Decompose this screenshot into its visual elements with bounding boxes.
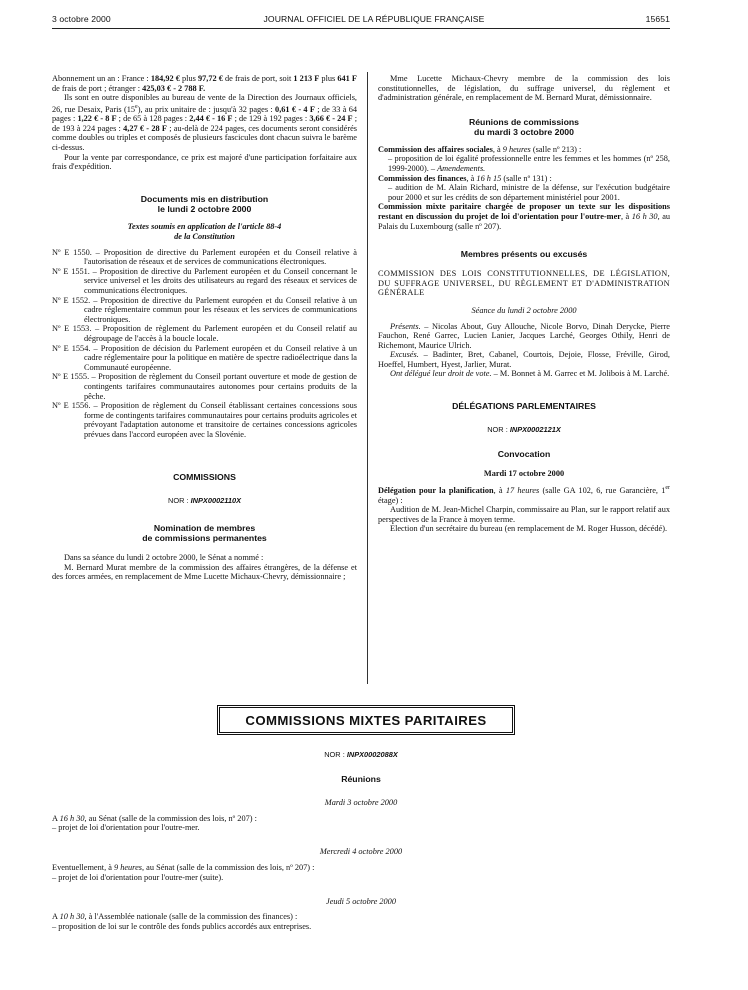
list-item: Nº E 1552. – Proposition de directive du Parlement européen et du Conseil relative à un cadre réglementaire commun pour les réseaux et les services de communications électroniques. (52, 295, 357, 324)
meeting-entry: A 16 h 30, au Sénat (salle de la commission des lois, nº 207) : (52, 813, 257, 823)
excuses-list: Excusés. – Badinter, Bret, Cabanel, Courtois, Dejoie, Flosse, Fréville, Girod, Hoeffel, Humbert, Hyest, Jarlier, Murat. (378, 350, 670, 369)
convocation-date: Mardi 17 octobre 2000 (483, 468, 565, 478)
documents-heading: Documents mis en distribution le lundi 2 octobre 2000 (140, 193, 269, 214)
list-item: Nº E 1551. – Proposition de directive du Parlement européen et du Conseil concernant le service universel et les droits des utilisateurs au regard des réseaux et services de communications électroniques. (52, 266, 358, 296)
list-item: Nº E 1550. – Proposition de directive du Parlement européen et du Conseil relative à l'autorisation de réseaux et de services de communications électroniques. (52, 247, 357, 267)
delegation-of-vote: Ont délégué leur droit de vote. – M. Bonnet à M. Garrec et M. Jolibois à M. Larché. (390, 369, 670, 379)
nor-reference: NOR : INPX0002110X (168, 495, 241, 505)
list-item: Nº E 1556. – Proposition de règlement du Conseil établissant certaines concessions sous forme de contingents tarifaires communautaires pour certains produits agricoles et prévoyant l'adaptation autonome et transitoire de certaines concessions agricoles prévues dans l'accord européen avec la Slovénie. (52, 401, 358, 439)
column-divider (367, 72, 368, 684)
nor-reference: NOR : INPX0002121X (487, 425, 561, 435)
left-column (52, 74, 357, 582)
header-journal-title: JOURNAL OFFICIEL DE LA RÉPUBLIQUE FRANÇAISE (263, 14, 485, 24)
nor-reference: NOR : INPX0002088X (324, 750, 398, 759)
day-heading: Mercredi 4 octobre 2000 (319, 847, 403, 857)
members-heading: Membres présents ou excusés (460, 249, 588, 260)
meeting-item: – proposition de loi sur le contrôle des fonds publics accordés aux entreprises. (52, 922, 312, 932)
list-item: Nº E 1554. – Proposition de décision du Parlement européen et du Conseil relative à un cadre réglementaire pour la politique en matière de spectre radioélectrique dans la Communauté européenne. (52, 343, 358, 372)
header-date: 3 octobre 2000 (52, 14, 111, 24)
social-affairs-entry: Commission des affaires sociales, à 9 heures (salle nº 213) : (378, 144, 582, 154)
meeting-entry: A 10 h 30, à l'Assemblée nationale (salle de la commission des finances) : (52, 912, 298, 922)
cmp-banner: COMMISSIONS MIXTES PARITAIRES (217, 705, 515, 735)
meeting-item: – projet de loi d'orientation pour l'outre-mer (suite). (52, 872, 224, 882)
document-list (52, 248, 357, 440)
header-rule (52, 28, 670, 29)
mail-order-info: Pour la vente par correspondance, ce prix est majoré d'une participation forfaitaire aux frais d'expédition. (52, 152, 357, 172)
presents-list: Présents. – Nicolas About, Guy Allouche, Nicole Borvo, Dinah Derycke, Pierre Fauchon, René Garrec, Lucien Lanier, Jacques Larché, Georges Othily, Henri de Richemont, Maurice Ulrich. (378, 321, 670, 350)
unit-price-info: Ils sont en outre disponibles au bureau de vente de la Direction des Journaux officiels, 26, rue Desaix, Paris (15e), au prix unitaire de : jusqu'à 32 pages : 0,61 € - 4 F ; de 33 à 64 pages : 1,22 € - 8 F ; de 65 à 128 pages : 2,44 € - 16 F ; de 129 à 192 pages : 3,66 € - 24 F ; de 193 à 224 pages : 4,27 € - 28 F ; au-delà de 224 pages, ces documents seront considérés comme doubles ou triples et composés de plusieurs fascicules dont chacun suivra le barème ci-dessus. (52, 93, 358, 152)
list-item: Nº E 1553. – Proposition de règlement du Parlement européen et du Conseil relatif au dégroupage de l'accès à la boucle locale. (52, 324, 358, 344)
audition-item: Audition de M. Jean-Michel Charpin, commissaire au Plan, sur le rapport relatif aux perspectives de la France à moyen terme. (378, 505, 670, 524)
delegations-heading: DÉLÉGATIONS PARLEMENTAIRES (452, 401, 596, 412)
reunions-heading: Réunions de commissions du mardi 3 octobre 2000 (468, 116, 580, 137)
nomination-paragraph: M. Bernard Murat membre de la commission des affaires étrangères, de la défense et des forces armées, en remplacement de Mme Lucette Michaux-Chevry, démissionnaire ; (52, 562, 357, 582)
list-item: Nº E 1555. – Proposition de règlement du Conseil portant ouverture et mode de gestion de contingents tarifaires communautaires autonomes pour certains produits de la pêche. (52, 372, 357, 401)
nomination-heading: Nomination de membres de commissions permanentes (142, 523, 267, 544)
seance-date: Séance du lundi 2 octobre 2000 (471, 305, 577, 315)
seance-paragraph: Dans sa séance du lundi 2 octobre 2000, le Sénat a nommé : (64, 553, 264, 563)
finance-entry: Commission des finances, à 16 h 15 (salle nº 131) : (378, 173, 552, 183)
texts-subheading: Textes soumis en application de l'article 88-4 de la Constitution (127, 221, 282, 241)
header-page-number: 15651 (645, 14, 670, 24)
convocation-heading: Convocation (497, 448, 551, 459)
day-heading: Mardi 3 octobre 2000 (324, 797, 398, 807)
finance-item: – audition de M. Alain Richard, ministre de la défense, sur l'exécution budgétaire pour 2000 et sur les crédits de son département ministériel pour 2001. (388, 183, 670, 202)
day-heading: Jeudi 5 octobre 2000 (326, 896, 396, 906)
cmp-section (52, 750, 670, 932)
reunions-title: Réunions (341, 773, 381, 784)
election-item: Election d'un secrétaire du bureau (en remplacement de M. Roger Husson, décédé). (390, 524, 668, 534)
planification-entry: Délégation pour la planification, à 17 heures (salle GA 102, 6, rue Garancière, 1er étage) : (378, 485, 671, 505)
nomination-continued: Mme Lucette Michaux-Chevry membre de la commission des lois constitutionnelles, de législation, du suffrage universel, du règlement et d'administration générale, en remplacement de M. Bernard Murat, démissionnaire. (378, 74, 670, 103)
subscription-price: Abonnement un an : France : 184,92 € plus 97,72 € de frais de port, soit 1 213 F plus 641 F de frais de port ; étranger : 425,03 € - 2 788 F. (52, 74, 357, 93)
commission-name: COMMISSION DES LOIS CONSTITUTIONNELLES, DE LÉGISLATION, DU SUFFRAGE UNIVERSEL, DU RÈGLEMENT ET D'ADMINISTRATION GÉNÉRALE (378, 269, 670, 298)
right-column (378, 74, 670, 534)
social-affairs-item: – proposition de loi égalité professionnelle entre les femmes et les hommes (nº 258, 1999-2000). – Amendements. (388, 154, 670, 173)
meeting-item: – projet de loi d'orientation pour l'outre-mer. (52, 823, 200, 833)
commissions-heading: COMMISSIONS (173, 471, 236, 482)
meeting-entry: Eventuellement, à 9 heures, au Sénat (salle de la commission des lois, nº 207) : (52, 862, 315, 872)
cmp-entry: Commission mixte paritaire chargée de proposer un texte sur les dispositions restant en discussion du projet de loi d'orientation pour l'outre-mer, à 16 h 30, au Palais du Luxembourg (salle nº 207). (378, 202, 671, 231)
